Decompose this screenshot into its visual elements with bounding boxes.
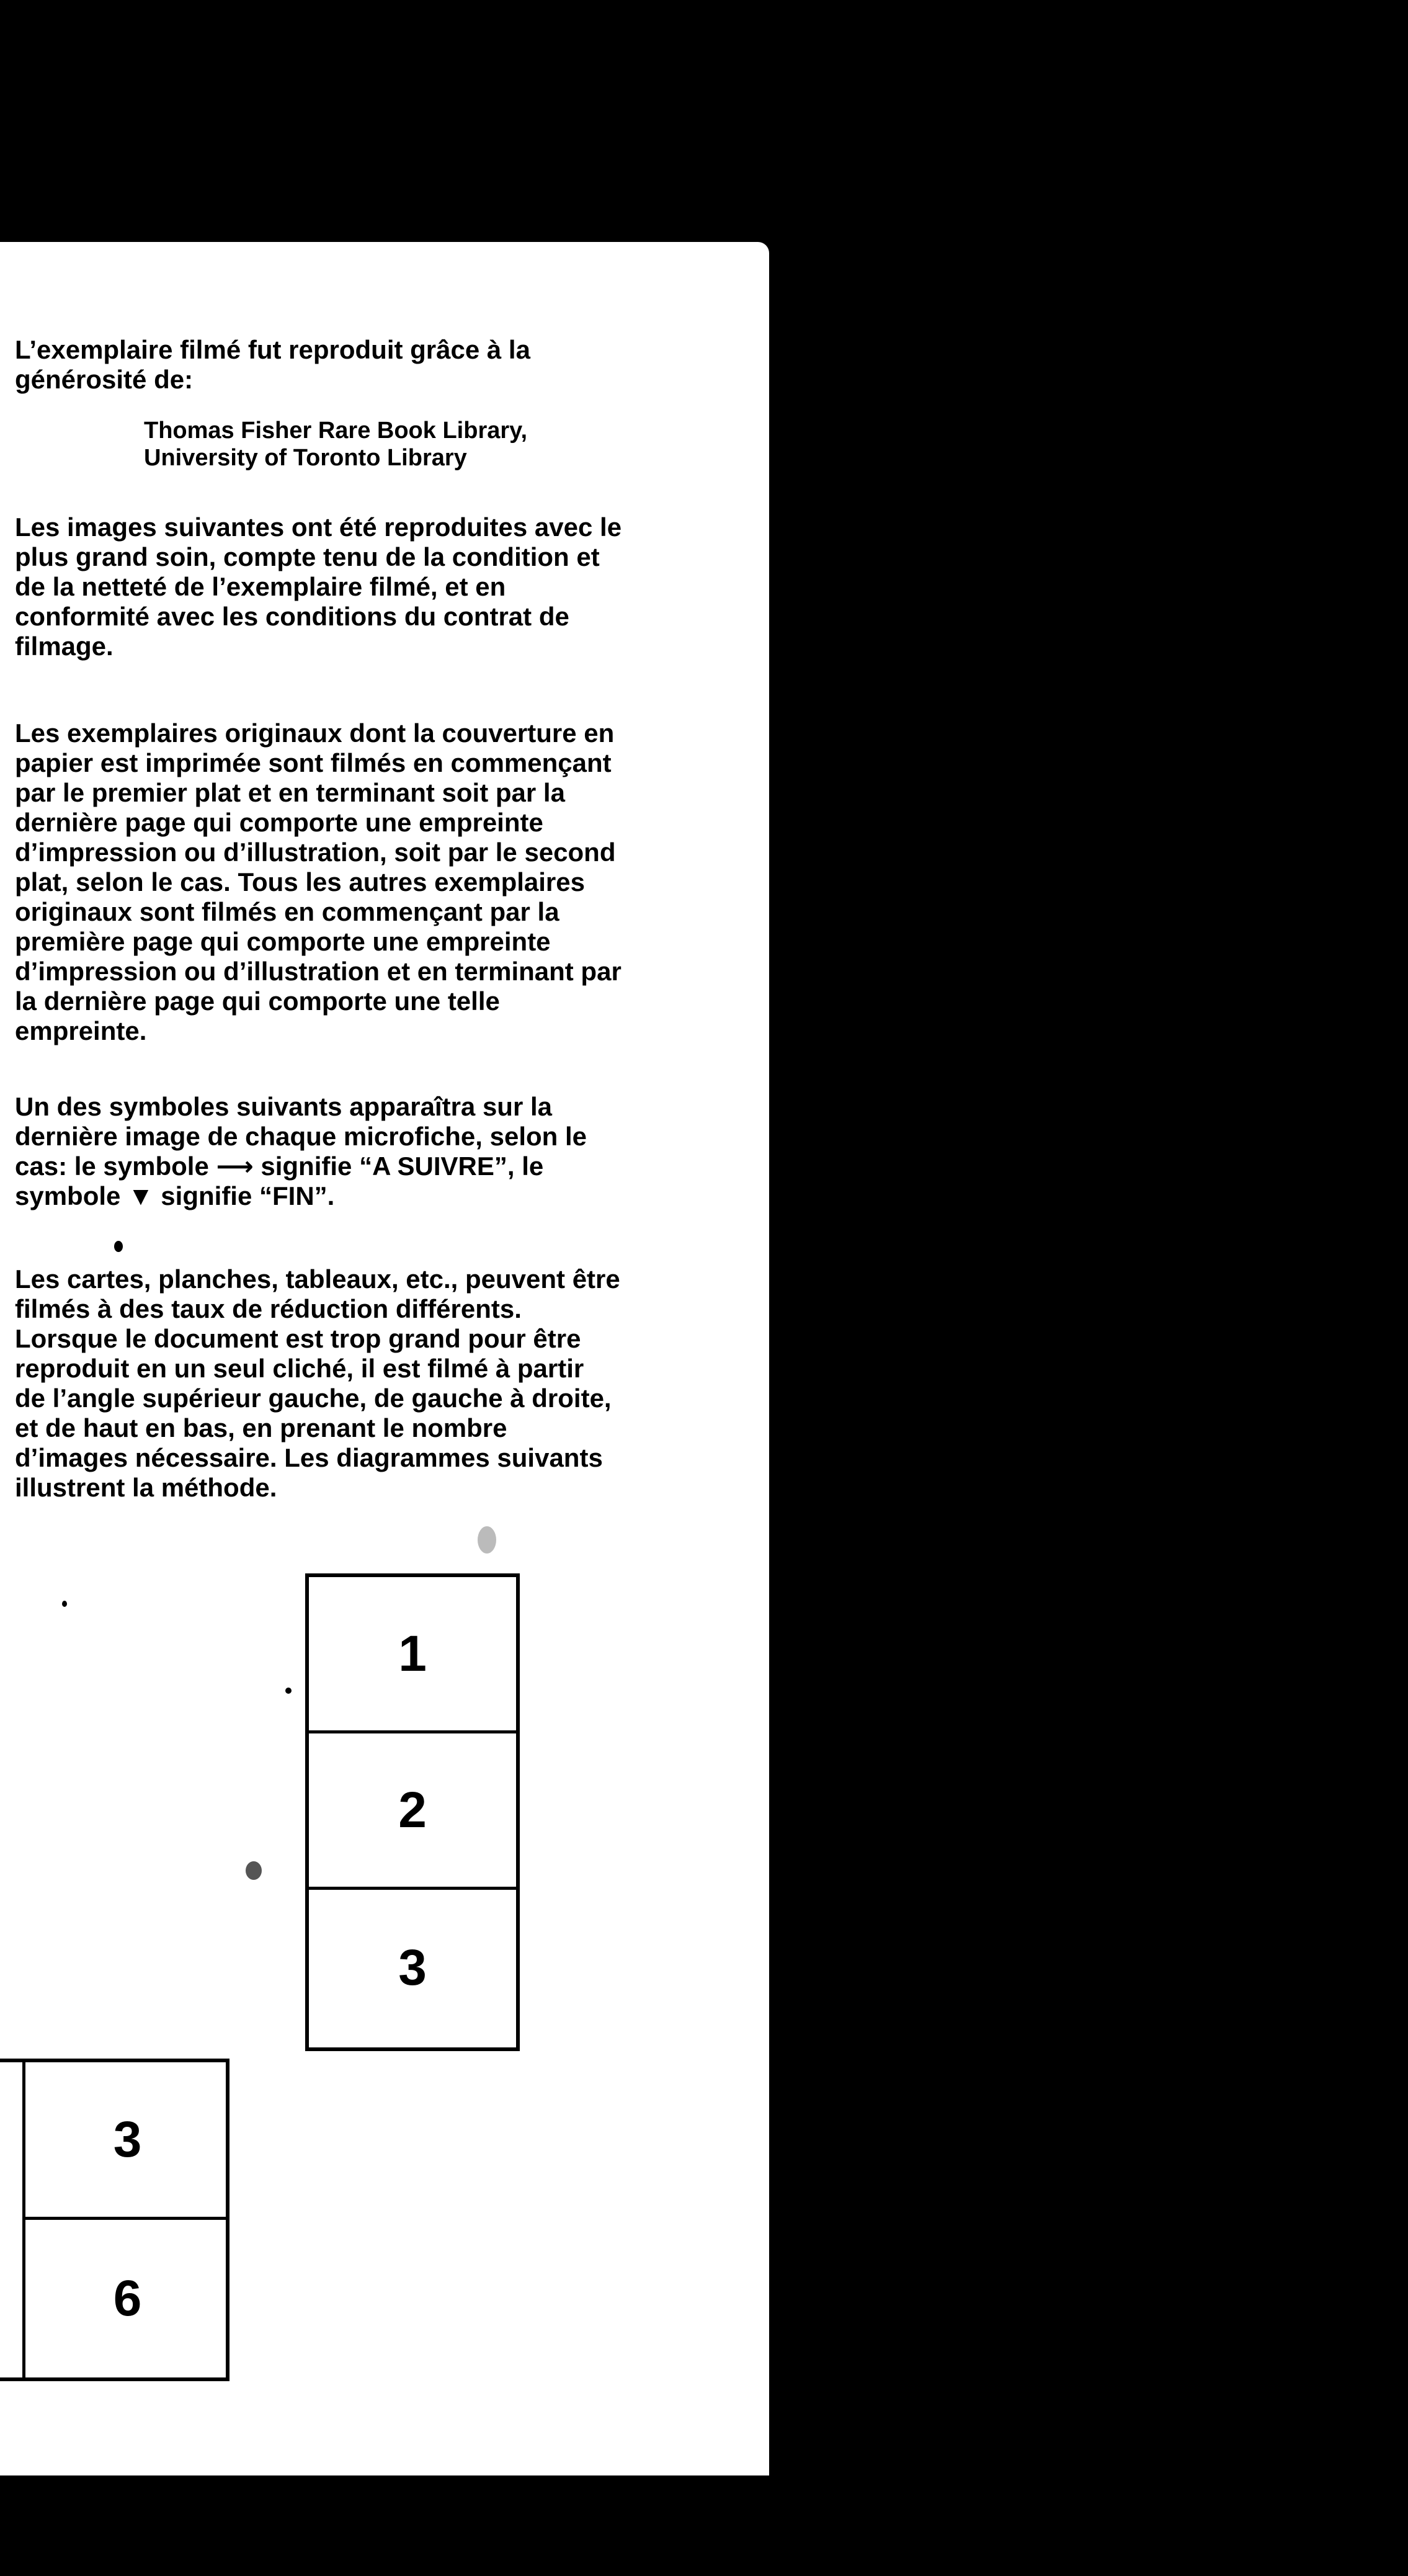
- scan-speck: [114, 1241, 123, 1252]
- diagram-cell: 3: [398, 1939, 427, 1996]
- vertical-frame-diagram: [305, 1573, 520, 2051]
- scan-speck: [478, 1526, 496, 1554]
- diagram-cell: 6: [113, 2270, 142, 2327]
- document-page: [0, 242, 769, 2475]
- care-paragraph: Les images suivantes ont été reproduites avec le plus grand soin, compte tenu de la condition et de la netteté de l’exemplaire filmé, et en conformité avec les conditions du contrat de filmage.: [15, 512, 622, 661]
- originals-paragraph: Les exemplaires originaux dont la couverture en papier est imprimée sont filmés en commençant par le premier plat et en terminant soit par la dernière page qui comporte une empreinte d’impression ou d’illustration, soit par le second plat, selon le cas. Tous les autres exemplaires originaux sont filmés en commençant par la première page qui comporte une empreinte d’impression ou d’illustration et en terminant par la dernière page qui comporte une telle empreinte.: [15, 718, 622, 1045]
- scan-speck: [62, 1601, 67, 1607]
- library-name: Thomas Fisher Rare Book Library, University of Toronto Library: [144, 418, 528, 471]
- scan-speck: [285, 1688, 292, 1694]
- diagram-cell: 1: [309, 1577, 516, 1733]
- scan-speck: [246, 1861, 262, 1880]
- maps-paragraph: Les cartes, planches, tableaux, etc., peuvent être filmés à des taux de réduction différents. Lorsque le document est trop grand pour être reproduit en un seul cliché, il est filmé à partir de l’angle supérieur gauche, de gauche à droite, et de haut en bas, en prenant le nombre d’images nécessaire. Les diagrammes suivants illustrent la méthode.: [15, 1264, 620, 1502]
- symbols-paragraph: Un des symboles suivants apparaîtra sur la dernière image de chaque microfiche, selon le cas: le symbole ⟶ signifie “A SUIVRE”, le symbole ▼ signifie “FIN”.: [15, 1092, 587, 1210]
- diagram-cell: 3: [25, 2062, 229, 2220]
- grid-frame-diagram: [0, 2059, 229, 2381]
- intro-paragraph: L’exemplaire filmé fut reproduit grâce à la générosité de:: [15, 335, 530, 394]
- diagram-cell: 2: [309, 1733, 516, 1890]
